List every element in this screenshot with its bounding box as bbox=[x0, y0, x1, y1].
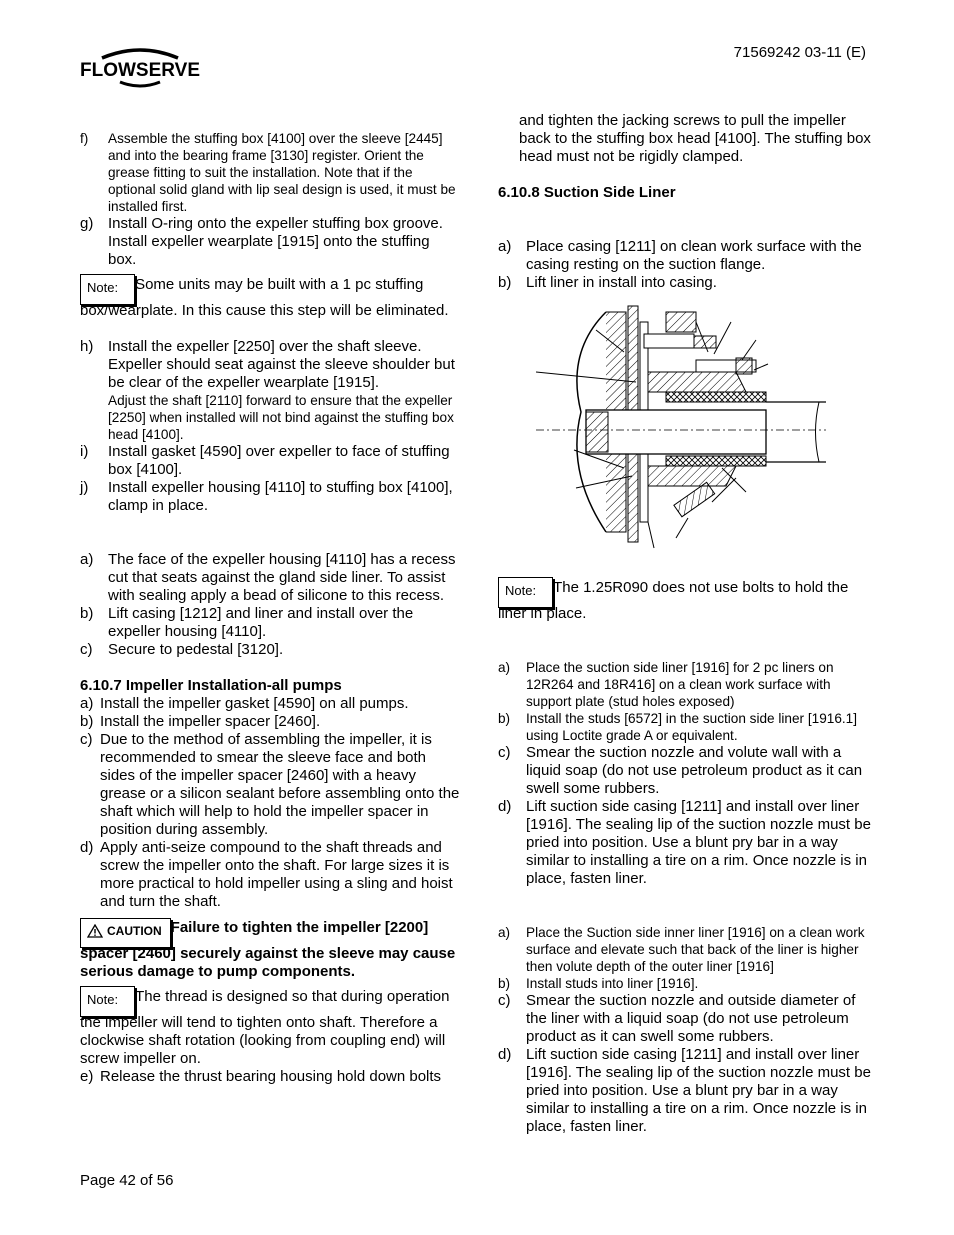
two-pc-step-c: c) Smear the suction nozzle and volute wall with a liquid soap (do not use petroleum product as it can swell some rubbers. bbox=[498, 744, 863, 797]
svg-text:FLOWSERVE: FLOWSERVE bbox=[80, 60, 200, 81]
note-tag: Note: bbox=[80, 274, 135, 305]
step-j: j) Install expeller housing [4110] to stuffing box [4100], clamp in place. bbox=[80, 479, 453, 514]
impeller-step-e: e) Release the thrust bearing housing hold down bolts bbox=[80, 1068, 442, 1085]
note-tag: Note: bbox=[498, 577, 553, 608]
liner-step-a: a) Place casing [1211] on clean work surface with the casing resting on the suction flange. bbox=[498, 238, 862, 273]
impeller-step-a: a) Install the impeller gasket [4590] on all pumps. bbox=[80, 695, 409, 712]
document-number: 71569242 03-11 (E) bbox=[733, 44, 866, 61]
flowserve-logo bbox=[80, 44, 200, 90]
pump-cross-section-drawing bbox=[536, 292, 826, 550]
note-2: Note: The thread is designed so that during operation the impeller will tend to tighten onto shaft. Therefore a clockwise shaft rotation (looking from coupling end) will screw impeller on. bbox=[80, 988, 450, 1067]
casing-step-c: c) Secure to pedestal [3120]. bbox=[80, 641, 284, 658]
liner-step-b: b) Lift liner in install into casing. bbox=[498, 274, 717, 291]
page-number: Page 42 of 56 bbox=[80, 1172, 174, 1189]
step-f: f) Assemble the stuffing box [4100] over the sleeve [2445] and into the bearing frame [3130] register. Orient the grease fitting to suit the installation. Note that if the optional solid gland with lip seal design is used, it must be installed first. bbox=[80, 131, 456, 214]
impeller-step-d: d) Apply anti-seize compound to the shaft threads and screw the impeller onto the shaft. For large sizes it is more practical to hold impeller using a sling and hoist and turn the shaft. bbox=[80, 839, 453, 910]
section-heading-impeller: 6.10.7 Impeller Installation-all pumps bbox=[80, 677, 342, 694]
continued-text: and tighten the jacking screws to pull the impeller back to the stuffing box head [4100]. The stuffing box head must not be rigidly clamped. bbox=[519, 112, 871, 165]
note-1: Note: Some units may be built with a 1 pc stuffing box/wearplate. In this cause this step will be eliminated. bbox=[80, 276, 449, 319]
caution-note: CAUTION Failure to tighten the impeller [2200] spacer [2460] securely against the sleeve may cause serious damage to pump components. bbox=[80, 919, 456, 980]
impeller-step-c: c) Due to the method of assembling the impeller, it is recommended to smear the sleeve face and both sides of the impeller spacer [2460] with a heavy grease or a silicon sealant before assembling onto the shaft which will help to hold the impeller spacer in position during assembly. bbox=[80, 731, 460, 838]
inner-liner-step-d: d) Lift suction side casing [1211] and install over liner [1916]. The sealing lip of the suction nozzle must be pried into position. Use a blunt pry bar in a way similar to installing a tire on a rim. Once nozzle is in place, fasten liner. bbox=[498, 1046, 871, 1135]
two-pc-step-d: d) Lift suction side casing [1211] and install over liner [1916]. The sealing lip of the suction nozzle must be pried into position. Use a blunt pry bar in a way similar to installing a tire on a rim. Once nozzle is in place, fasten liner. bbox=[498, 798, 871, 887]
left-column bbox=[80, 130, 460, 1086]
note-liner: Note: The 1.25R090 does not use bolts to hold the liner in place. bbox=[498, 579, 849, 622]
inner-liner-step-b: b) Install studs into liner [1916]. bbox=[498, 976, 699, 991]
two-pc-step-b: b) Install the studs [6572] in the suction side liner [1916.1] using Loctite grade A or equivalent. bbox=[498, 711, 857, 743]
step-i: i) Install gasket [4590] over expeller to face of stuffing box [4100]. bbox=[80, 443, 450, 478]
right-column bbox=[498, 112, 878, 1136]
step-g: g) Install O-ring onto the expeller stuffing box groove. Install expeller wearplate [1915] onto the stuffing box. bbox=[80, 215, 443, 268]
inner-liner-step-a: a) Place the Suction side inner liner [1916] on a clean work surface and elevate such that back of the liner is higher then volute depth of the outer liner [1916] bbox=[498, 925, 865, 974]
section-heading-suction-liner: 6.10.8 Suction Side Liner bbox=[498, 184, 676, 201]
casing-step-b: b) Lift casing [1212] and liner and install over the expeller housing [4110]. bbox=[80, 605, 414, 640]
impeller-step-b: b) Install the impeller spacer [2460]. bbox=[80, 713, 321, 730]
two-pc-step-a: a) Place the suction side liner [1916] for 2 pc liners on 12R264 and 18R416] on a clean work surface with support plate (stud holes exposed) bbox=[498, 660, 834, 709]
note-tag: Note: bbox=[80, 986, 135, 1017]
casing-step-a: a) The face of the expeller housing [4110] has a recess cut that seats against the gland side liner. To assist with sealing apply a bead of silicone to this recess. bbox=[80, 551, 456, 604]
step-h: h) Install the expeller [2250] over the shaft sleeve. Expeller should seat against the sleeve shoulder but be clear of the expeller wearplate [1915]. Adjust the shaft [2110] forward to ensure that the expeller [2250] when installed will not bind against the stuffing box head [4100]. bbox=[80, 338, 455, 442]
inner-liner-step-c: c) Smear the suction nozzle and outside diameter of the liner with a liquid soap (do not use petroleum product as it can swell some rubbers. bbox=[498, 992, 856, 1045]
warning-triangle-icon bbox=[87, 924, 103, 938]
caution-tag: CAUTION bbox=[80, 918, 171, 948]
